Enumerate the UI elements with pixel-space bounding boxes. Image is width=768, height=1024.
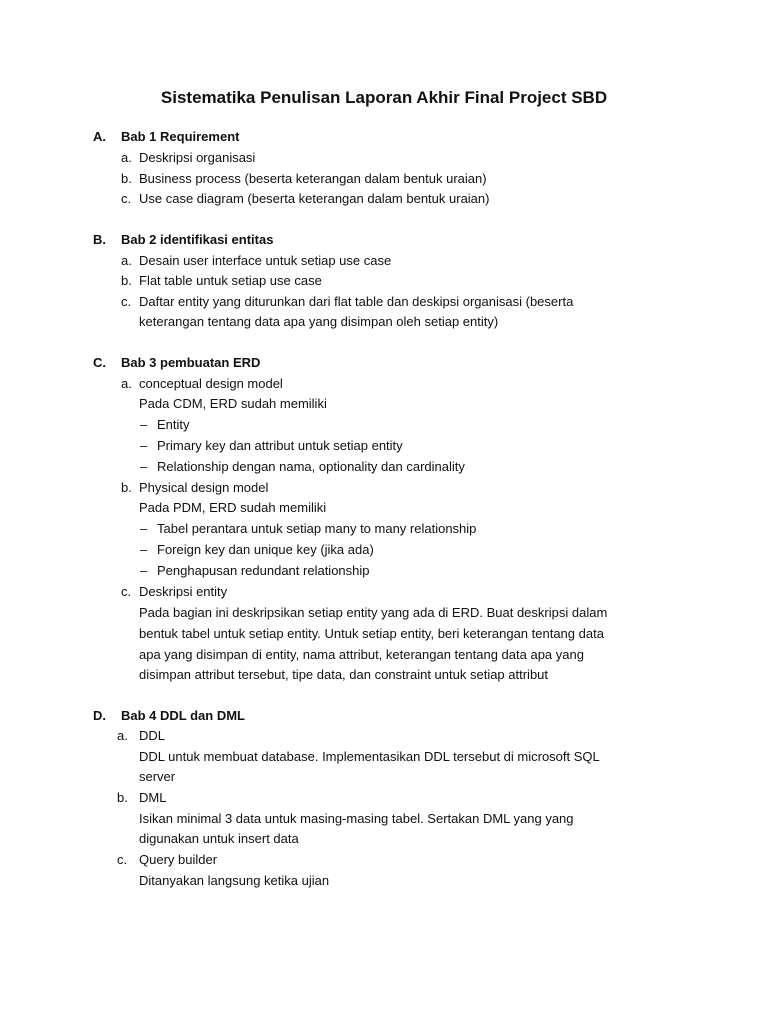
section-c-item-a: conceptual design model xyxy=(139,376,283,391)
section-c-item-c-desc-4: disimpan attribut tersebut, tipe data, dan constraint untuk setiap attribut xyxy=(139,667,549,682)
section-a-item-a-marker: a. xyxy=(121,150,132,165)
section-c-item-b-intro: Pada PDM, ERD sudah memiliki xyxy=(139,500,327,515)
section-c-item-c-marker: c. xyxy=(121,584,132,599)
dash-glyph: – xyxy=(140,521,148,536)
section-c-item-a-bullet-3: Relationship dengan nama, optionality dan cardinality xyxy=(157,459,465,474)
section-d-item-b: DML xyxy=(139,790,167,805)
section-c-item-b-bullet-3: Penghapusan redundant relationship xyxy=(157,563,370,578)
section-c-heading: Bab 3 pembuatan ERD xyxy=(121,355,261,370)
dash-glyph: – xyxy=(140,563,148,578)
section-a-item-b-marker: b. xyxy=(121,171,132,186)
section-c-item-b-bullet-1: Tabel perantara untuk setiap many to many relationship xyxy=(157,521,477,536)
section-d-item-c-desc-1: Ditanyakan langsung ketika ujian xyxy=(139,873,330,888)
section-d-item-c-marker: c. xyxy=(117,852,128,867)
section-d-item-a-marker: a. xyxy=(117,728,128,743)
document-title: Sistematika Penulisan Laporan Akhir Final Project SBD xyxy=(160,88,608,107)
section-c-item-a-bullet-1: Entity xyxy=(157,417,190,432)
section-c-item-c-desc-1: Pada bagian ini deskripsikan setiap entity yang ada di ERD. Buat deskripsi dalam xyxy=(139,605,608,620)
section-d-item-b-desc-1: Isikan minimal 3 data untuk masing-masing tabel. Sertakan DML yang yang xyxy=(139,811,574,826)
section-b-item-c-line-1: Daftar entity yang diturunkan dari flat table dan deskipsi organisasi (beserta xyxy=(139,294,574,309)
section-d-item-a-desc-1: DDL untuk membuat database. Implementasikan DDL tersebut di microsoft SQL xyxy=(139,749,600,764)
section-c-item-a-bullet-2: Primary key dan attribut untuk setiap entity xyxy=(157,438,403,453)
dash-glyph: – xyxy=(140,459,148,474)
section-b-heading: Bab 2 identifikasi entitas xyxy=(121,232,274,247)
section-a-item-b: Business process (beserta keterangan dalam bentuk uraian) xyxy=(139,171,487,186)
section-d-item-b-marker: b. xyxy=(117,790,128,805)
section-d-marker: D. xyxy=(93,708,106,723)
section-c-item-c-desc-2: bentuk tabel untuk setiap entity. Untuk setiap entity, beri keterangan tentang data xyxy=(139,626,604,641)
section-c-item-b: Physical design model xyxy=(139,480,269,495)
section-c-marker: C. xyxy=(93,355,106,370)
section-c-item-c-desc-3: apa yang disimpan di entity, nama attribut, keterangan tentang data apa yang xyxy=(139,647,584,662)
section-b-item-b: Flat table untuk setiap use case xyxy=(139,273,322,288)
section-c-item-a-intro: Pada CDM, ERD sudah memiliki xyxy=(139,396,327,411)
dash-glyph: – xyxy=(140,542,148,557)
section-a-item-c: Use case diagram (beserta keterangan dalam bentuk uraian) xyxy=(139,191,490,206)
section-b-item-c-line-2: keterangan tentang data apa yang disimpan oleh setiap entity) xyxy=(139,314,499,329)
section-c-item-b-marker: b. xyxy=(121,480,132,495)
section-b-item-a: Desain user interface untuk setiap use case xyxy=(139,253,392,268)
section-d-item-b-desc-2: digunakan untuk insert data xyxy=(139,831,299,846)
section-b-item-a-marker: a. xyxy=(121,253,132,268)
section-d-item-a: DDL xyxy=(139,728,166,743)
section-b-item-c-marker: c. xyxy=(121,294,132,309)
section-a-item-a: Deskripsi organisasi xyxy=(139,150,256,165)
section-d-item-a-desc-2: server xyxy=(139,769,176,784)
section-d-heading: Bab 4 DDL dan DML xyxy=(121,708,245,723)
dash-glyph: – xyxy=(140,417,148,432)
section-a-item-c-marker: c. xyxy=(121,191,132,206)
section-b-marker: B. xyxy=(93,232,106,247)
dash-glyph: – xyxy=(140,438,148,453)
section-c-item-a-marker: a. xyxy=(121,376,132,391)
section-c-item-b-bullet-2: Foreign key dan unique key (jika ada) xyxy=(157,542,374,557)
section-b-item-b-marker: b. xyxy=(121,273,132,288)
section-c-item-c: Deskripsi entity xyxy=(139,584,228,599)
section-d-item-c: Query builder xyxy=(139,852,218,867)
section-a-heading: Bab 1 Requirement xyxy=(121,129,240,144)
section-a-marker: A. xyxy=(93,129,106,144)
